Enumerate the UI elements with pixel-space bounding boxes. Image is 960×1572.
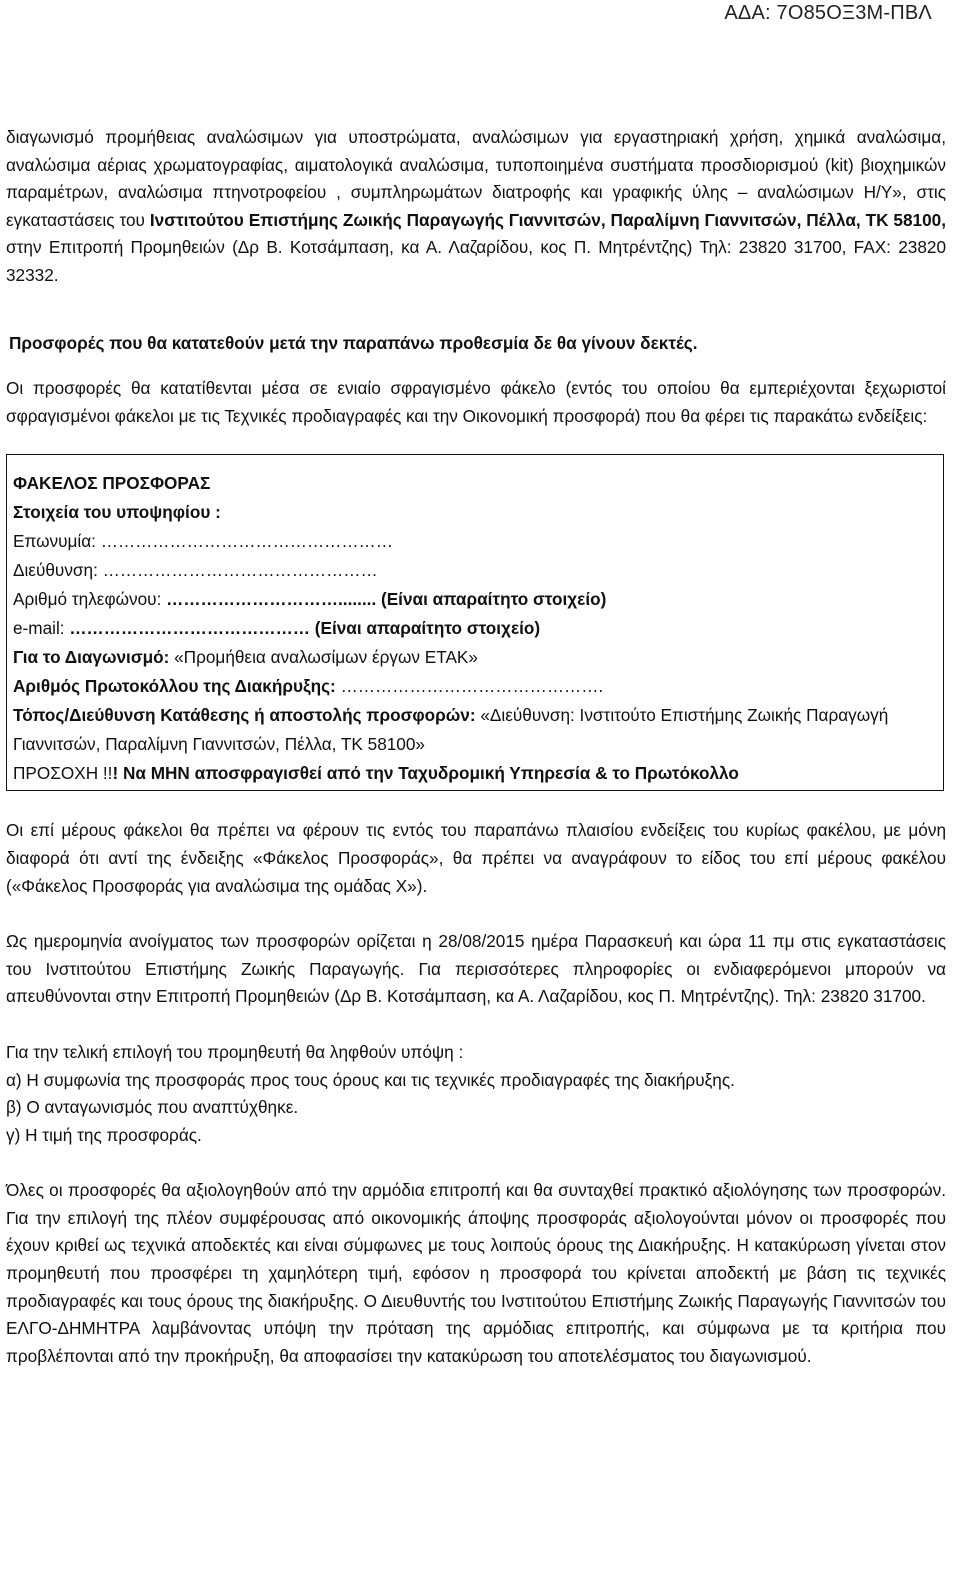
criteria-item: α) Η συμφωνία της προσφοράς προς τους όρους και τις τεχνικές προδιαγραφές της διακήρυξης. — [6, 1069, 735, 1090]
phone-label: Αριθμό τηλεφώνου: — [13, 589, 167, 610]
phone-dots: …………………………........ — [166, 589, 377, 610]
deadline-notice: Προσφορές που θα κατατεθούν μετά την παραπάνω προθεσμία δε θα γίνουν δεκτές. — [9, 332, 698, 353]
address-field: Διεύθυνση: ………………………………………… — [13, 560, 378, 581]
phone-note: (Είναι απαραίτητο στοιχείο) — [376, 589, 607, 610]
tender-field — [13, 643, 937, 672]
intro-paragraph — [6, 124, 946, 290]
ada-code: ΑΔΑ: 7Ο85ΟΞ3Μ-ΠΒΛ — [724, 2, 932, 24]
criteria-intro: Για την τελική επιλογή του προμηθευτή θα ληφθούν υπόψη : — [6, 1041, 464, 1062]
warning-prefix: ΠΡΟΣΟΧΗ !! — [13, 763, 113, 784]
intro-institute: Ινστιτούτου Επιστήμης Ζωικής Παραγωγής Γιαννιτσών, Παραλίμνη Γιαννιτσών, Πέλλα, ΤΚ 58100, — [149, 209, 947, 230]
protocol-field — [13, 672, 937, 701]
place-label: Τόπος/Διεύθυνση Κατάθεσης ή αποστολής προσφορών: — [13, 705, 476, 726]
criteria-item: β) Ο ανταγωνισμός που αναπτύχθηκε. — [6, 1097, 299, 1118]
intro-committee: στην Επιτροπή Προμηθειών (Δρ Β. Κοτσάμπαση, κα Α. Λαζαρίδου, κος Π. Μητρέντζης) Τηλ: 23820 31700, FAX: 23820 32332. — [6, 237, 946, 285]
sub-envelopes-paragraph: Οι επί μέρους φάκελοι θα πρέπει να φέρουν τις εντός του παραπάνω πλαισίου ενδείξεις του κυρίως φακέλου, με μόνη διαφορά ότι αντί της ένδειξης «Φάκελος Προσφοράς», θα πρέπει να αναγράφουν το είδος του επί μέρους φακέλου («Φάκελος Προσφοράς για αναλώσιμα της ομάδας Χ»). — [6, 820, 946, 896]
email-note: (Είναι απαραίτητο στοιχείο) — [309, 618, 541, 639]
warning-field — [13, 759, 937, 788]
place-value: «Διεύθυνση: Ινστιτούτο Επιστήμης Ζωικής Παραγωγή Γιαννιτσών, Παραλίμνη Γιαννιτσών, Πέλλα, ΤΚ 58100» — [13, 705, 889, 755]
tender-value: «Προμήθεια αναλωσίμων έργων ΕΤΑΚ» — [169, 647, 478, 668]
phone-field — [13, 585, 937, 614]
email-dots: …………………………………… — [69, 618, 310, 639]
opening-date-paragraph: Ως ημερομηνία ανοίγματος των προσφορών ορίζεται η 28/08/2015 ημέρα Παρασκευή και ώρα 11 πμ στις εγκαταστάσεις του Ινστιτούτου Επιστήμης Ζωικής Παραγωγής. Για περισσότερες πληροφορίες οι ενδιαφερόμενοι μπορούν να απευθύνονται στην Επιτροπή Προμηθειών (Δρ Β. Κοτσάμπαση, κα Α. Λαζαρίδου, κος Π. Μητρέντζης). Τηλ: 23820 31700. — [6, 931, 946, 1007]
intro-text: διαγωνισμό προμήθειας αναλώσιμων για υποστρώματα, αναλώσιμων για εργαστηριακή χρήση, χημικά αναλώσιμα, αναλώσιμα αέριας χρωματογραφίας, αιματολογικά αναλώσιμα, τυποποιημένα συστήματα προσδιορισμού (kit) βιοχημικών παραμέτρων, αναλώσιμα πτηνοτροφείου , συμπληρωμάτων διατροφής και γραφικής ύλης – αναλώσιμων Η/Υ», στις εγκαταστάσεις του — [6, 127, 946, 230]
protocol-label: Αριθμός Πρωτοκόλλου της Διακήρυξης: — [13, 676, 336, 697]
envelope-title: ΦΑΚΕΛΟΣ ΠΡΟΣΦΟΡΑΣ — [13, 473, 211, 494]
name-field: Επωνυμία: …………………………………………… — [13, 531, 393, 552]
warning-text: ! Να ΜΗΝ αποσφραγισθεί από την Ταχυδρομική Υπηρεσία & το Πρωτόκολλο — [112, 763, 739, 784]
criteria-section — [6, 1039, 946, 1149]
document-body — [6, 124, 946, 1370]
tender-label: Για το Διαγωνισμό: — [13, 647, 170, 668]
envelope-box — [6, 454, 944, 791]
criteria-item: γ) Η τιμή της προσφοράς. — [6, 1124, 202, 1145]
email-label: e-mail: — [13, 618, 70, 639]
envelope-intro: Οι προσφορές θα κατατίθενται μέσα σε ενιαίο σφραγισμένο φάκελο (εντός του οποίου θα εμπεριέχονται ξεχωριστοί σφραγισμένοι φάκελοι με τις Τεχνικές προδιαγραφές και την Οικονομική προσφορά) που θα φέρει τις παρακάτω ενδείξεις: — [6, 378, 946, 426]
candidate-heading: Στοιχεία του υποψηφίου : — [13, 502, 221, 523]
protocol-dots: ………………………………………. — [335, 676, 604, 697]
email-field — [13, 614, 937, 643]
place-field — [13, 701, 937, 759]
evaluation-paragraph: Όλες οι προσφορές θα αξιολογηθούν από την αρμόδια επιτροπή και θα συνταχθεί πρακτικό αξιολόγησης των προσφορών. Για την επιλογή της πλέον συμφέρουσας από οικονομικής άποψης προσφοράς αξιολογούνται μόνον οι προσφορές που έχουν κριθεί ως τεχνικά αποδεκτές και είναι σύμφωνες με τους λοιπούς όρους της Διακήρυξης. Η κατακύρωση γίνεται στον προμηθευτή που προσφέρει τη χαμηλότερη τιμή, εφόσον η προσφορά του κρίνεται αποδεκτή με βάση τις τεχνικές προδιαγραφές και τους όρους της διακήρυξης. Ο Διευθυντής του Ινστιτούτου Επιστήμης Ζωικής Παραγωγής Γιαννιτσών του ΕΛΓΟ-ΔΗΜΗΤΡΑ λαμβάνοντας υπόψη την πρόταση της αρμόδιας επιτροπής, και σύμφωνα με τα κριτήρια που προβλέπονται από την προκήρυξη, θα αποφασίσει την κατακύρωση του αποτελέσματος του διαγωνισμού. — [6, 1180, 946, 1366]
